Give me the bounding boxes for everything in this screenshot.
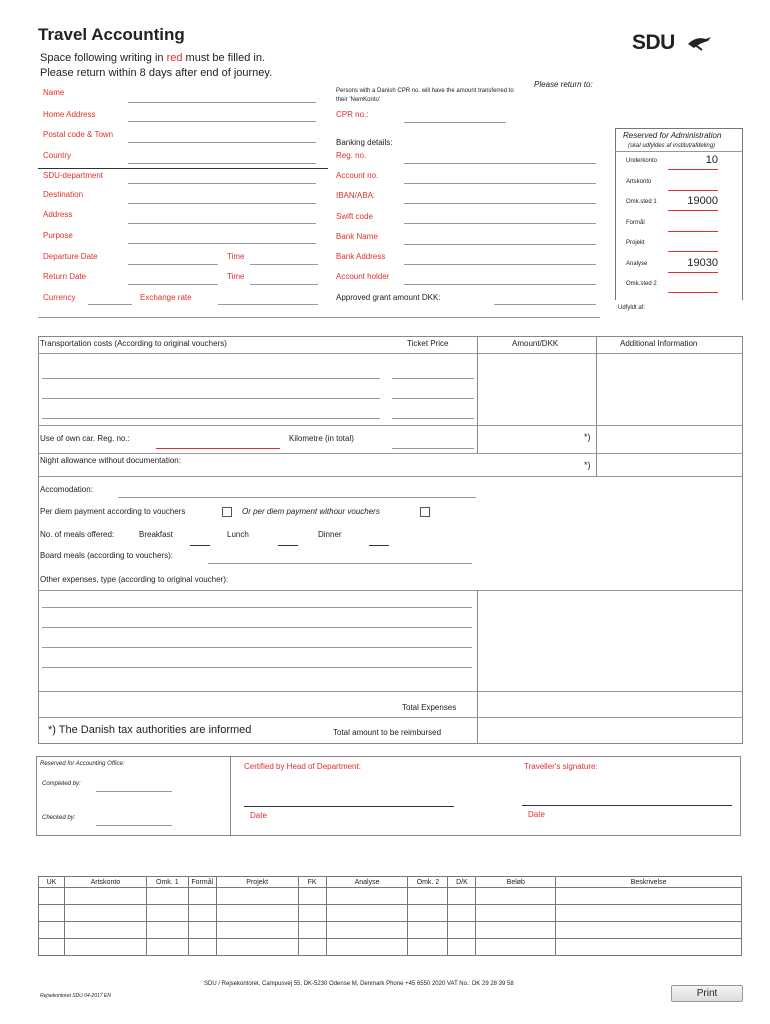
accounting-cell[interactable] xyxy=(408,922,448,939)
per-diem-no-vouchers-checkbox[interactable] xyxy=(420,507,430,517)
departure-date-input[interactable] xyxy=(128,264,218,265)
purpose-input[interactable] xyxy=(128,243,316,244)
return-date-input[interactable] xyxy=(128,284,218,285)
bank-address-input[interactable] xyxy=(404,264,596,265)
accounting-header-cell: FK xyxy=(298,877,326,888)
completed-by-input[interactable] xyxy=(96,791,172,792)
dinner-input[interactable] xyxy=(369,545,389,546)
row-divider-reimb xyxy=(38,717,743,718)
exchange-rate-input[interactable] xyxy=(218,304,318,305)
row-divider-other xyxy=(38,590,743,591)
certified-signature-input[interactable] xyxy=(244,806,454,807)
admin-row-underline xyxy=(668,190,718,191)
accounting-cell[interactable] xyxy=(448,888,476,905)
traveller-signature-input[interactable] xyxy=(522,805,732,806)
other-line-4[interactable] xyxy=(42,667,472,668)
form-id: Rejsekontoret SDU 04-2017 EN xyxy=(40,993,111,999)
bird-logo-icon xyxy=(686,34,712,52)
accounting-cell[interactable] xyxy=(146,922,188,939)
destination-input[interactable] xyxy=(128,203,316,204)
admin-row-label: Omk.sted 1 xyxy=(626,199,657,205)
bank-name-input[interactable] xyxy=(404,244,596,245)
accounting-cell[interactable] xyxy=(64,888,146,905)
accounting-header-cell: Artskonto xyxy=(64,877,146,888)
accomodation-label: Accomodation: xyxy=(40,485,93,494)
table-row xyxy=(39,939,742,956)
account-holder-label: Account holder xyxy=(336,272,390,281)
transport-line-2[interactable] xyxy=(42,398,380,399)
return-time-input[interactable] xyxy=(250,284,318,285)
accounting-header-cell: Omk. 2 xyxy=(408,877,448,888)
admin-row-label: Omk.sted 2 xyxy=(626,281,657,287)
name-label: Name xyxy=(43,88,65,97)
table-header-divider xyxy=(38,353,743,354)
admin-row-underline xyxy=(668,292,718,293)
meals-label: No. of meals offered: xyxy=(40,530,115,539)
bank-name-label: Bank Name xyxy=(336,232,378,241)
ticket-line-2[interactable] xyxy=(392,398,474,399)
sdu-dept-input[interactable] xyxy=(128,183,316,184)
accounting-cell[interactable] xyxy=(146,939,188,956)
row-divider-totals xyxy=(38,691,743,692)
cpr-input[interactable] xyxy=(404,122,506,123)
signoff-box xyxy=(36,756,741,836)
admin-row-underline xyxy=(668,231,718,232)
accounting-cell[interactable] xyxy=(298,922,326,939)
accounting-cell[interactable] xyxy=(326,905,408,922)
other-line-3[interactable] xyxy=(42,647,472,648)
departure-date-label: Departure Date xyxy=(43,252,98,261)
approved-grant-label: Approved grant amount DKK: xyxy=(336,293,441,302)
total-expenses-label: Total Expenses xyxy=(402,703,457,712)
col-ticket-header: Ticket Price xyxy=(407,339,449,348)
accounting-header-cell: Beskrivelse xyxy=(556,877,742,888)
filled-by-label: Udfyldt af: xyxy=(618,305,646,311)
row-divider-night xyxy=(38,453,743,454)
accounting-cell[interactable] xyxy=(476,888,556,905)
accounting-cell[interactable] xyxy=(326,939,408,956)
transport-line-3[interactable] xyxy=(42,418,380,419)
row-divider-accom xyxy=(38,476,743,477)
accounting-cell[interactable] xyxy=(448,905,476,922)
accounting-cell[interactable] xyxy=(216,888,298,905)
instr-pre: Space following writing in xyxy=(40,52,167,64)
other-line-1[interactable] xyxy=(42,607,472,608)
ticket-line-1[interactable] xyxy=(392,378,474,379)
return-date-label: Return Date xyxy=(43,272,87,281)
banking-details-label: Banking details: xyxy=(336,138,393,147)
accounting-cell[interactable] xyxy=(298,888,326,905)
per-diem-vouchers-checkbox[interactable] xyxy=(222,507,232,517)
table-row xyxy=(39,888,742,905)
accounting-header-cell: Beløb xyxy=(476,877,556,888)
admin-title-divider xyxy=(615,151,743,152)
accounting-cell[interactable] xyxy=(64,922,146,939)
reg-no-label: Reg. no. xyxy=(336,151,367,160)
sdu-logo xyxy=(632,31,675,55)
iban-label: IBAN/ABA: xyxy=(336,191,376,200)
board-meals-input[interactable] xyxy=(208,563,472,564)
lunch-input[interactable] xyxy=(278,545,298,546)
instr-red: red xyxy=(166,52,183,64)
col-divider-info xyxy=(596,336,597,476)
accounting-cell[interactable] xyxy=(448,939,476,956)
accomodation-input[interactable] xyxy=(118,497,476,498)
checked-by-label: Checked by: xyxy=(42,815,76,821)
col-divider-amount-lower xyxy=(477,590,478,744)
own-car-label: Use of own car. Reg. no.: xyxy=(40,434,130,443)
accounting-cell[interactable] xyxy=(64,939,146,956)
country-input[interactable] xyxy=(128,163,316,164)
accounting-cell[interactable] xyxy=(216,922,298,939)
address-label: Address xyxy=(43,210,73,219)
accounting-header-cell: Analyse xyxy=(326,877,408,888)
home-address-input[interactable] xyxy=(128,121,316,122)
admin-row-label: Artskonto xyxy=(626,178,652,185)
departure-time-label: Time xyxy=(227,252,245,261)
purpose-label: Purpose xyxy=(43,231,73,240)
accounting-cell[interactable] xyxy=(188,905,216,922)
address-input[interactable] xyxy=(128,223,316,224)
table-row xyxy=(39,922,742,939)
accounting-cell[interactable] xyxy=(556,939,742,956)
bank-address-label: Bank Address xyxy=(336,252,386,261)
breakfast-label: Breakfast xyxy=(139,530,173,539)
col-divider-amount xyxy=(477,336,478,453)
dinner-label: Dinner xyxy=(318,530,342,539)
accounting-header-cell: Omk. 1 xyxy=(146,877,188,888)
admin-row-underline xyxy=(668,210,718,211)
admin-row-underline xyxy=(668,169,718,170)
col-info-header: Additional Information xyxy=(620,339,698,348)
exchange-rate-label: Exchange rate xyxy=(140,293,192,302)
accounting-cell[interactable] xyxy=(39,939,65,956)
reg-no-input[interactable] xyxy=(404,163,596,164)
km-label: Kilometre (in total) xyxy=(289,434,354,443)
please-return-label: Please return to: xyxy=(534,80,593,89)
accounting-cell[interactable] xyxy=(298,939,326,956)
swift-label: Swift code xyxy=(336,212,373,221)
accounting-cell[interactable] xyxy=(408,905,448,922)
table-row xyxy=(39,905,742,922)
accounting-cell[interactable] xyxy=(188,939,216,956)
date-label-2: Date xyxy=(528,810,545,819)
accounting-cell[interactable] xyxy=(326,888,408,905)
admin-row-underline xyxy=(668,251,718,252)
print-button[interactable]: Print xyxy=(671,985,743,1002)
admin-row-label: Analyse xyxy=(626,260,648,267)
sdu-dept-label: SDU-department xyxy=(43,171,104,180)
certified-label: Certified by Head of Department: xyxy=(244,762,361,771)
signoff-divider xyxy=(230,756,231,836)
per-diem-vouchers-label: Per diem payment according to vouchers xyxy=(40,507,186,516)
instr-post: must be filled in. xyxy=(182,52,266,64)
accounting-header-row xyxy=(39,877,742,888)
approved-grant-input[interactable] xyxy=(494,304,596,305)
accounting-cell[interactable] xyxy=(476,905,556,922)
postal-label: Postal code & Town xyxy=(43,130,114,139)
currency-label: Currency xyxy=(43,293,76,302)
transport-line-1[interactable] xyxy=(42,378,380,379)
section-divider xyxy=(38,317,600,318)
per-diem-no-vouchers-label: Or per diem payment withour vouchers xyxy=(242,507,380,516)
row-divider-car xyxy=(38,425,743,426)
accounting-cell[interactable] xyxy=(448,922,476,939)
admin-subtitle: (skal udfyldes af institut/afdeling) xyxy=(628,143,716,149)
accounting-cell[interactable] xyxy=(146,888,188,905)
board-meals-label: Board meals (according to vouchers): xyxy=(40,551,173,560)
lunch-label: Lunch xyxy=(227,530,249,539)
breakfast-input[interactable] xyxy=(190,545,210,546)
completed-by-label: Completed by: xyxy=(42,781,81,787)
account-no-input[interactable] xyxy=(404,183,596,184)
accounting-office-label: Reserved for Accounting Office: xyxy=(40,761,125,767)
cpr-label: CPR no.: xyxy=(336,110,369,119)
accounting-cell[interactable] xyxy=(188,888,216,905)
footer-address: SDU / Rejsekontoret, Campusvej 55, DK-5230 Odense M, Denmark Phone +45 6550 2020 VAT No.: DK 29 28 39 58 xyxy=(204,981,514,987)
accounting-header-cell: UK xyxy=(39,877,65,888)
other-line-2[interactable] xyxy=(42,627,472,628)
postal-input[interactable] xyxy=(128,142,316,143)
account-holder-input[interactable] xyxy=(404,284,596,285)
accounting-cell[interactable] xyxy=(408,939,448,956)
accounting-cell[interactable] xyxy=(298,905,326,922)
accounting-cell[interactable] xyxy=(476,939,556,956)
col-transport-header: Transportation costs (According to original vouchers) xyxy=(40,339,227,348)
tax-note: *) The Danish tax authorities are informed xyxy=(48,724,252,736)
own-car-input[interactable] xyxy=(156,448,280,449)
accounting-cell[interactable] xyxy=(408,888,448,905)
accounting-header-cell: D/K xyxy=(448,877,476,888)
iban-input[interactable] xyxy=(404,203,596,204)
accounting-header-cell: Formål xyxy=(188,877,216,888)
name-input[interactable] xyxy=(128,102,316,103)
accounting-table xyxy=(38,876,742,956)
country-label: Country xyxy=(43,151,72,160)
admin-row-value[interactable]: 10 xyxy=(705,154,718,166)
km-input[interactable] xyxy=(392,448,474,449)
total-reimbursed-label: Total amount to be reimbursed xyxy=(333,728,442,737)
currency-input[interactable] xyxy=(88,304,132,305)
instruction-line-1 xyxy=(40,52,265,64)
star-note-1: *) xyxy=(584,432,591,442)
admin-row-label: Formål xyxy=(626,219,645,226)
traveller-signature-label: Traveller's signature: xyxy=(524,762,598,771)
other-expenses-label: Other expenses, type (according to original voucher): xyxy=(40,575,229,584)
accounting-header-cell: Projekt xyxy=(216,877,298,888)
logo-text: SDU xyxy=(632,31,675,54)
destination-label: Destination xyxy=(43,190,84,199)
accounting-cell[interactable] xyxy=(556,922,742,939)
admin-row-value[interactable]: 19030 xyxy=(687,256,718,269)
accounting-cell[interactable] xyxy=(39,922,65,939)
accounting-cell[interactable] xyxy=(556,905,742,922)
return-time-label: Time xyxy=(227,272,245,281)
accounting-cell[interactable] xyxy=(216,939,298,956)
departure-time-input[interactable] xyxy=(250,264,318,265)
accounting-cell[interactable] xyxy=(39,888,65,905)
accounting-cell[interactable] xyxy=(146,905,188,922)
admin-row-value[interactable]: 19000 xyxy=(687,195,718,207)
accounting-cell[interactable] xyxy=(64,905,146,922)
checked-by-input[interactable] xyxy=(96,825,172,826)
star-note-2: *) xyxy=(584,460,591,470)
accounting-cell[interactable] xyxy=(216,905,298,922)
home-address-label: Home Address xyxy=(43,110,96,119)
admin-row-label: Underkonto xyxy=(626,158,658,164)
admin-title: Reserved for Administration xyxy=(623,131,722,140)
cpr-note: Persons with a Danish CPR no. will have the amount transferred to their 'NemKonto' xyxy=(336,88,514,103)
accounting-cell[interactable] xyxy=(556,888,742,905)
page-title: Travel Accounting xyxy=(38,25,185,44)
accounting-cell[interactable] xyxy=(188,922,216,939)
date-label-1: Date xyxy=(250,811,267,820)
night-allowance-label: Night allowance without documentation: xyxy=(40,456,181,465)
col-amount-header: Amount/DKK xyxy=(512,339,559,348)
accounting-cell[interactable] xyxy=(326,922,408,939)
account-no-label: Account no. xyxy=(336,171,379,180)
ticket-line-3[interactable] xyxy=(392,418,474,419)
left-divider xyxy=(38,168,328,169)
instruction-line-2: Please return within 8 days after end of journey. xyxy=(40,67,273,79)
accounting-cell[interactable] xyxy=(39,905,65,922)
admin-row-underline xyxy=(668,272,718,273)
admin-row-label: Projekt xyxy=(626,240,645,246)
swift-input[interactable] xyxy=(404,223,596,224)
accounting-cell[interactable] xyxy=(476,922,556,939)
